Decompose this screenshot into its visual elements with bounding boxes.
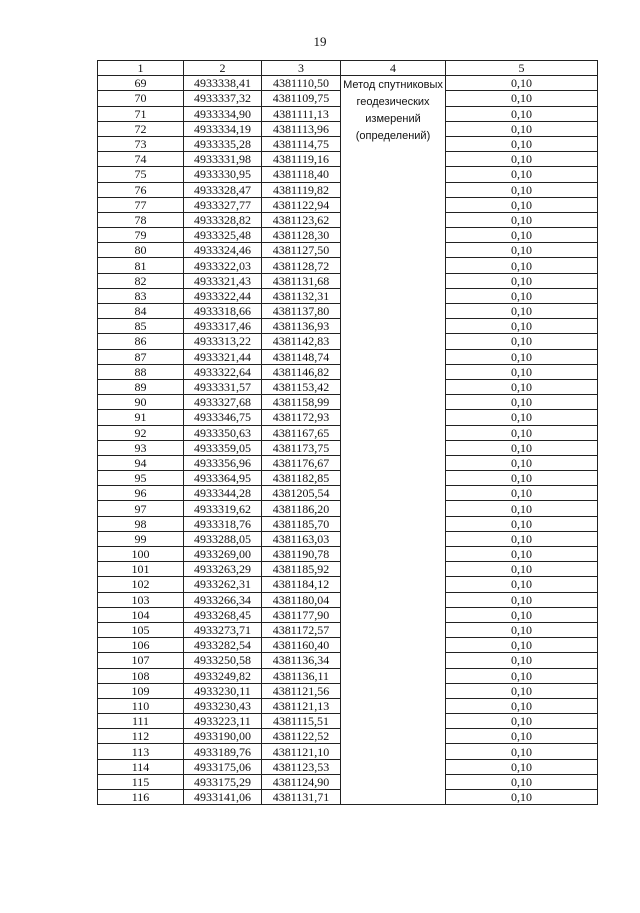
y-coordinate-cell: 4381176,67 <box>262 455 341 470</box>
point-number-cell: 106 <box>98 638 184 653</box>
y-coordinate-cell: 4381131,68 <box>262 273 341 288</box>
y-coordinate-cell: 4381119,16 <box>262 152 341 167</box>
y-coordinate-cell: 4381128,30 <box>262 228 341 243</box>
y-coordinate-cell: 4381111,13 <box>262 106 341 121</box>
point-number-cell: 108 <box>98 668 184 683</box>
x-coordinate-cell: 4933189,76 <box>184 744 262 759</box>
accuracy-cell: 0,10 <box>446 516 598 531</box>
y-coordinate-cell: 4381160,40 <box>262 638 341 653</box>
point-number-cell: 81 <box>98 258 184 273</box>
y-coordinate-cell: 4381114,75 <box>262 136 341 151</box>
point-number-cell: 71 <box>98 106 184 121</box>
y-coordinate-cell: 4381121,10 <box>262 744 341 759</box>
y-coordinate-cell: 4381122,52 <box>262 729 341 744</box>
accuracy-cell: 0,10 <box>446 638 598 653</box>
accuracy-cell: 0,10 <box>446 167 598 182</box>
accuracy-cell: 0,10 <box>446 395 598 410</box>
y-coordinate-cell: 4381132,31 <box>262 288 341 303</box>
x-coordinate-cell: 4933250,58 <box>184 653 262 668</box>
x-coordinate-cell: 4933346,75 <box>184 410 262 425</box>
y-coordinate-cell: 4381127,50 <box>262 243 341 258</box>
point-number-cell: 92 <box>98 425 184 440</box>
x-coordinate-cell: 4933313,22 <box>184 334 262 349</box>
y-coordinate-cell: 4381136,34 <box>262 653 341 668</box>
point-number-cell: 95 <box>98 471 184 486</box>
x-coordinate-cell: 4933359,05 <box>184 440 262 455</box>
y-coordinate-cell: 4381172,93 <box>262 410 341 425</box>
x-coordinate-cell: 4933175,06 <box>184 759 262 774</box>
point-number-cell: 86 <box>98 334 184 349</box>
y-coordinate-cell: 4381136,93 <box>262 319 341 334</box>
point-number-cell: 79 <box>98 228 184 243</box>
y-coordinate-cell: 4381146,82 <box>262 364 341 379</box>
accuracy-cell: 0,10 <box>446 455 598 470</box>
y-coordinate-cell: 4381131,71 <box>262 790 341 805</box>
coordinates-table <box>97 60 598 805</box>
header-cell-5: 5 <box>446 61 598 76</box>
accuracy-cell: 0,10 <box>446 379 598 394</box>
y-coordinate-cell: 4381123,62 <box>262 212 341 227</box>
accuracy-cell: 0,10 <box>446 668 598 683</box>
accuracy-cell: 0,10 <box>446 228 598 243</box>
accuracy-cell: 0,10 <box>446 683 598 698</box>
accuracy-cell: 0,10 <box>446 592 598 607</box>
y-coordinate-cell: 4381185,70 <box>262 516 341 531</box>
x-coordinate-cell: 4933344,28 <box>184 486 262 501</box>
x-coordinate-cell: 4933327,77 <box>184 197 262 212</box>
x-coordinate-cell: 4933317,46 <box>184 319 262 334</box>
point-number-cell: 115 <box>98 774 184 789</box>
point-number-cell: 78 <box>98 212 184 227</box>
accuracy-cell: 0,10 <box>446 410 598 425</box>
header-cell-3: 3 <box>262 61 341 76</box>
point-number-cell: 102 <box>98 577 184 592</box>
point-number-cell: 110 <box>98 698 184 713</box>
x-coordinate-cell: 4933324,46 <box>184 243 262 258</box>
x-coordinate-cell: 4933335,28 <box>184 136 262 151</box>
point-number-cell: 114 <box>98 759 184 774</box>
x-coordinate-cell: 4933141,06 <box>184 790 262 805</box>
point-number-cell: 70 <box>98 91 184 106</box>
x-coordinate-cell: 4933273,71 <box>184 622 262 637</box>
accuracy-cell: 0,10 <box>446 258 598 273</box>
accuracy-cell: 0,10 <box>446 501 598 516</box>
x-coordinate-cell: 4933318,76 <box>184 516 262 531</box>
method-line: Метод спутниковых <box>343 79 443 92</box>
x-coordinate-cell: 4933282,54 <box>184 638 262 653</box>
x-coordinate-cell: 4933322,03 <box>184 258 262 273</box>
x-coordinate-cell: 4933223,11 <box>184 714 262 729</box>
accuracy-cell: 0,10 <box>446 698 598 713</box>
y-coordinate-cell: 4381172,57 <box>262 622 341 637</box>
y-coordinate-cell: 4381110,50 <box>262 76 341 91</box>
y-coordinate-cell: 4381115,51 <box>262 714 341 729</box>
y-coordinate-cell: 4381121,56 <box>262 683 341 698</box>
y-coordinate-cell: 4381173,75 <box>262 440 341 455</box>
x-coordinate-cell: 4933288,05 <box>184 531 262 546</box>
header-cell-1: 1 <box>98 61 184 76</box>
y-coordinate-cell: 4381177,90 <box>262 607 341 622</box>
y-coordinate-cell: 4381118,40 <box>262 167 341 182</box>
y-coordinate-cell: 4381121,13 <box>262 698 341 713</box>
point-number-cell: 83 <box>98 288 184 303</box>
accuracy-cell: 0,10 <box>446 774 598 789</box>
point-number-cell: 89 <box>98 379 184 394</box>
point-number-cell: 72 <box>98 121 184 136</box>
x-coordinate-cell: 4933322,64 <box>184 364 262 379</box>
y-coordinate-cell: 4381182,85 <box>262 471 341 486</box>
x-coordinate-cell: 4933338,41 <box>184 76 262 91</box>
accuracy-cell: 0,10 <box>446 440 598 455</box>
x-coordinate-cell: 4933269,00 <box>184 547 262 562</box>
x-coordinate-cell: 4933330,95 <box>184 167 262 182</box>
accuracy-cell: 0,10 <box>446 319 598 334</box>
y-coordinate-cell: 4381137,80 <box>262 304 341 319</box>
y-coordinate-cell: 4381142,83 <box>262 334 341 349</box>
y-coordinate-cell: 4381109,75 <box>262 91 341 106</box>
point-number-cell: 88 <box>98 364 184 379</box>
x-coordinate-cell: 4933262,31 <box>184 577 262 592</box>
x-coordinate-cell: 4933190,00 <box>184 729 262 744</box>
x-coordinate-cell: 4933321,44 <box>184 349 262 364</box>
y-coordinate-cell: 4381184,12 <box>262 577 341 592</box>
y-coordinate-cell: 4381190,78 <box>262 547 341 562</box>
header-cell-4: 4 <box>341 61 446 76</box>
accuracy-cell: 0,10 <box>446 152 598 167</box>
accuracy-cell: 0,10 <box>446 622 598 637</box>
method-line: (определений) <box>355 130 431 143</box>
method-cell <box>341 76 446 805</box>
y-coordinate-cell: 4381167,65 <box>262 425 341 440</box>
method-line: геодезических <box>356 96 430 109</box>
point-number-cell: 97 <box>98 501 184 516</box>
accuracy-cell: 0,10 <box>446 288 598 303</box>
accuracy-cell: 0,10 <box>446 304 598 319</box>
accuracy-cell: 0,10 <box>446 714 598 729</box>
point-number-cell: 85 <box>98 319 184 334</box>
point-number-cell: 73 <box>98 136 184 151</box>
x-coordinate-cell: 4933266,34 <box>184 592 262 607</box>
point-number-cell: 96 <box>98 486 184 501</box>
point-number-cell: 69 <box>98 76 184 91</box>
x-coordinate-cell: 4933356,96 <box>184 455 262 470</box>
x-coordinate-cell: 4933175,29 <box>184 774 262 789</box>
y-coordinate-cell: 4381163,03 <box>262 531 341 546</box>
accuracy-cell: 0,10 <box>446 364 598 379</box>
accuracy-cell: 0,10 <box>446 653 598 668</box>
y-coordinate-cell: 4381123,53 <box>262 759 341 774</box>
x-coordinate-cell: 4933263,29 <box>184 562 262 577</box>
method-line: измерений <box>365 113 421 126</box>
accuracy-cell: 0,10 <box>446 349 598 364</box>
table-body <box>98 76 598 805</box>
x-coordinate-cell: 4933331,98 <box>184 152 262 167</box>
table-header-row <box>98 61 598 76</box>
accuracy-cell: 0,10 <box>446 243 598 258</box>
header-cell-2: 2 <box>184 61 262 76</box>
accuracy-cell: 0,10 <box>446 744 598 759</box>
y-coordinate-cell: 4381185,92 <box>262 562 341 577</box>
x-coordinate-cell: 4933337,32 <box>184 91 262 106</box>
accuracy-cell: 0,10 <box>446 197 598 212</box>
point-number-cell: 94 <box>98 455 184 470</box>
table-row <box>98 76 598 91</box>
point-number-cell: 104 <box>98 607 184 622</box>
point-number-cell: 90 <box>98 395 184 410</box>
x-coordinate-cell: 4933325,48 <box>184 228 262 243</box>
point-number-cell: 80 <box>98 243 184 258</box>
accuracy-cell: 0,10 <box>446 106 598 121</box>
y-coordinate-cell: 4381119,82 <box>262 182 341 197</box>
x-coordinate-cell: 4933321,43 <box>184 273 262 288</box>
point-number-cell: 103 <box>98 592 184 607</box>
x-coordinate-cell: 4933319,62 <box>184 501 262 516</box>
point-number-cell: 77 <box>98 197 184 212</box>
y-coordinate-cell: 4381148,74 <box>262 349 341 364</box>
point-number-cell: 75 <box>98 167 184 182</box>
y-coordinate-cell: 4381113,96 <box>262 121 341 136</box>
accuracy-cell: 0,10 <box>446 212 598 227</box>
y-coordinate-cell: 4381153,42 <box>262 379 341 394</box>
point-number-cell: 107 <box>98 653 184 668</box>
point-number-cell: 100 <box>98 547 184 562</box>
x-coordinate-cell: 4933322,44 <box>184 288 262 303</box>
x-coordinate-cell: 4933364,95 <box>184 471 262 486</box>
point-number-cell: 101 <box>98 562 184 577</box>
point-number-cell: 112 <box>98 729 184 744</box>
point-number-cell: 91 <box>98 410 184 425</box>
x-coordinate-cell: 4933230,11 <box>184 683 262 698</box>
point-number-cell: 105 <box>98 622 184 637</box>
point-number-cell: 87 <box>98 349 184 364</box>
point-number-cell: 93 <box>98 440 184 455</box>
page-number: 19 <box>313 34 327 49</box>
point-number-cell: 116 <box>98 790 184 805</box>
point-number-cell: 84 <box>98 304 184 319</box>
point-number-cell: 76 <box>98 182 184 197</box>
x-coordinate-cell: 4933328,82 <box>184 212 262 227</box>
y-coordinate-cell: 4381128,72 <box>262 258 341 273</box>
accuracy-cell: 0,10 <box>446 759 598 774</box>
y-coordinate-cell: 4381180,04 <box>262 592 341 607</box>
accuracy-cell: 0,10 <box>446 471 598 486</box>
accuracy-cell: 0,10 <box>446 531 598 546</box>
accuracy-cell: 0,10 <box>446 607 598 622</box>
accuracy-cell: 0,10 <box>446 486 598 501</box>
x-coordinate-cell: 4933268,45 <box>184 607 262 622</box>
point-number-cell: 74 <box>98 152 184 167</box>
accuracy-cell: 0,10 <box>446 425 598 440</box>
accuracy-cell: 0,10 <box>446 790 598 805</box>
accuracy-cell: 0,10 <box>446 76 598 91</box>
accuracy-cell: 0,10 <box>446 577 598 592</box>
accuracy-cell: 0,10 <box>446 121 598 136</box>
x-coordinate-cell: 4933334,90 <box>184 106 262 121</box>
y-coordinate-cell: 4381158,99 <box>262 395 341 410</box>
point-number-cell: 98 <box>98 516 184 531</box>
accuracy-cell: 0,10 <box>446 91 598 106</box>
x-coordinate-cell: 4933328,47 <box>184 182 262 197</box>
y-coordinate-cell: 4381136,11 <box>262 668 341 683</box>
x-coordinate-cell: 4933230,43 <box>184 698 262 713</box>
point-number-cell: 99 <box>98 531 184 546</box>
accuracy-cell: 0,10 <box>446 273 598 288</box>
y-coordinate-cell: 4381124,90 <box>262 774 341 789</box>
point-number-cell: 82 <box>98 273 184 288</box>
point-number-cell: 109 <box>98 683 184 698</box>
y-coordinate-cell: 4381186,20 <box>262 501 341 516</box>
x-coordinate-cell: 4933318,66 <box>184 304 262 319</box>
x-coordinate-cell: 4933350,63 <box>184 425 262 440</box>
accuracy-cell: 0,10 <box>446 182 598 197</box>
x-coordinate-cell: 4933334,19 <box>184 121 262 136</box>
point-number-cell: 111 <box>98 714 184 729</box>
y-coordinate-cell: 4381122,94 <box>262 197 341 212</box>
point-number-cell: 113 <box>98 744 184 759</box>
accuracy-cell: 0,10 <box>446 136 598 151</box>
accuracy-cell: 0,10 <box>446 334 598 349</box>
accuracy-cell: 0,10 <box>446 547 598 562</box>
y-coordinate-cell: 4381205,54 <box>262 486 341 501</box>
x-coordinate-cell: 4933327,68 <box>184 395 262 410</box>
accuracy-cell: 0,10 <box>446 729 598 744</box>
x-coordinate-cell: 4933249,82 <box>184 668 262 683</box>
accuracy-cell: 0,10 <box>446 562 598 577</box>
x-coordinate-cell: 4933331,57 <box>184 379 262 394</box>
